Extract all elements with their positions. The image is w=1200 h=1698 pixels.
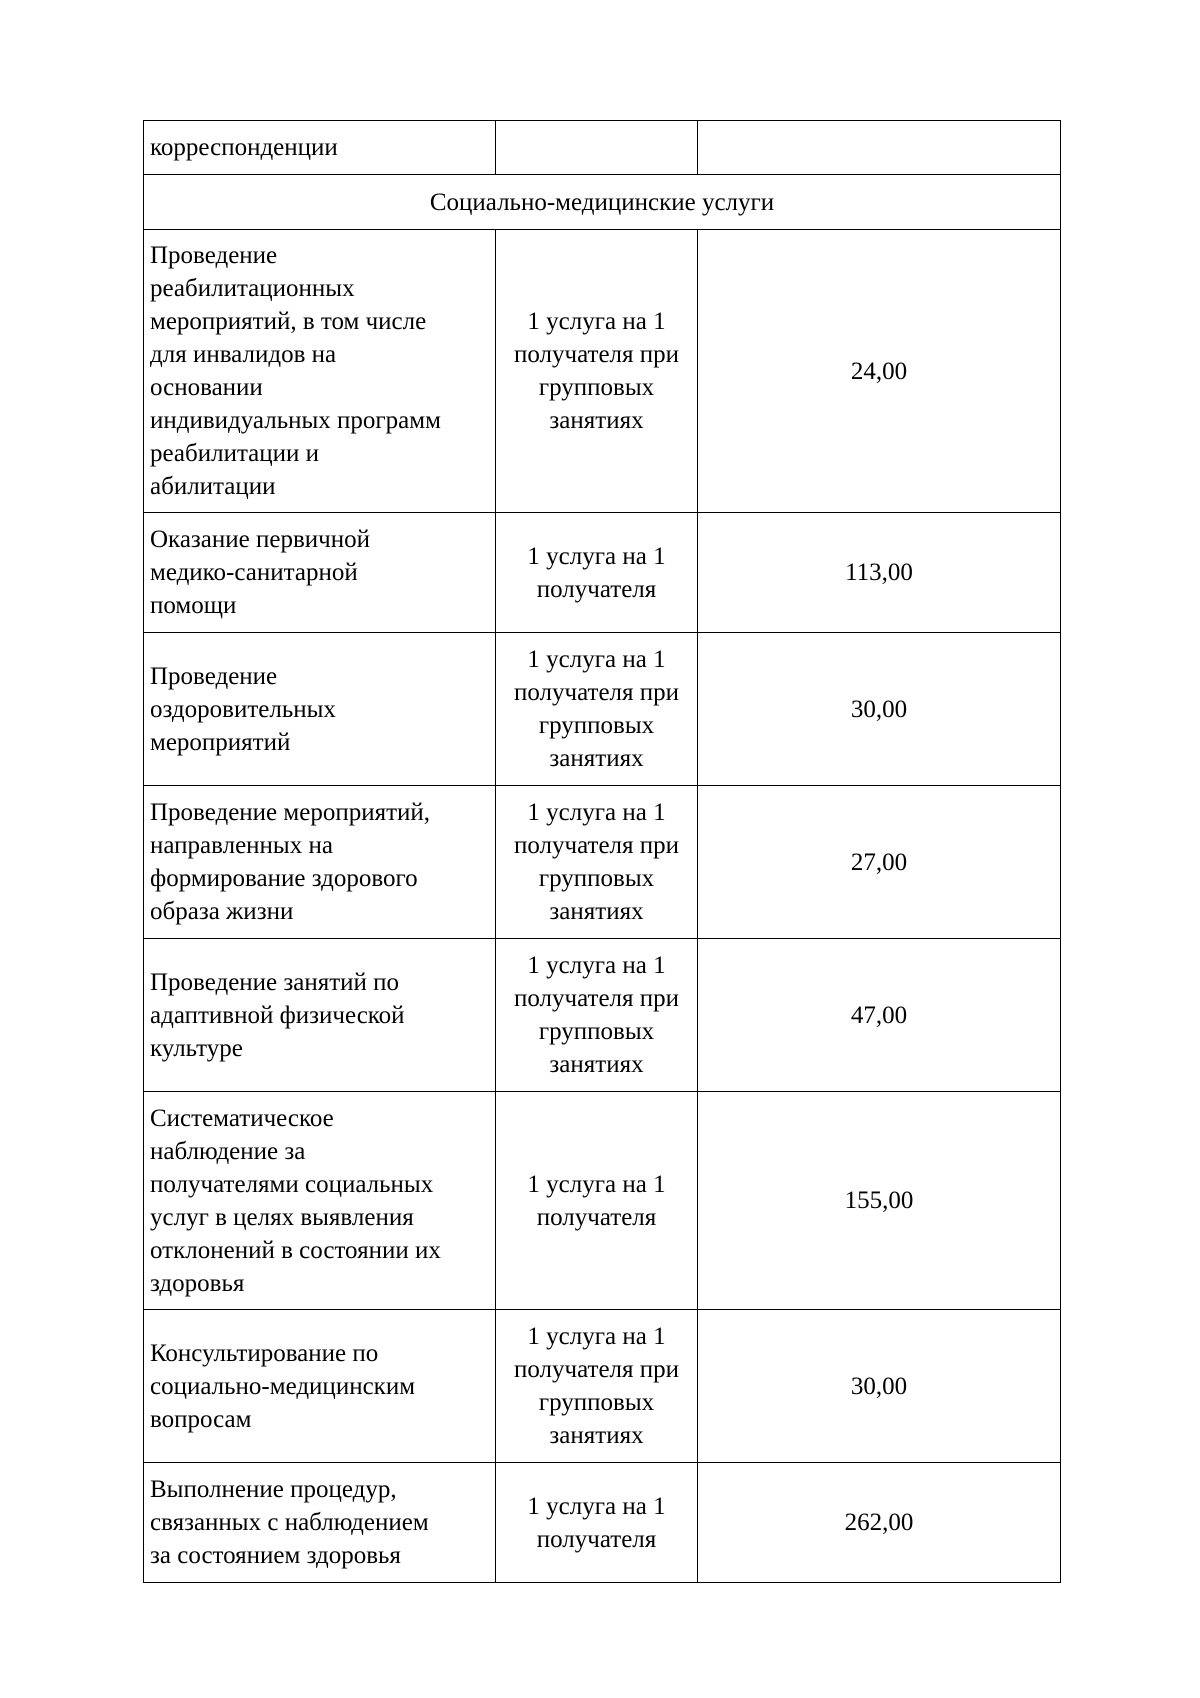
table-row	[144, 513, 1061, 633]
table-row	[144, 633, 1061, 786]
service-unit-cell: 1 услуга на 1 получателя при групповых занятиях	[496, 230, 698, 513]
service-name-cell: Проведение оздоровительных мероприятий	[144, 633, 496, 786]
service-name-cell: Систематическое наблюдение за получателями социальных услуг в целях выявления отклонений в состоянии их здоровья	[144, 1092, 496, 1310]
table-row	[144, 1092, 1061, 1310]
table-row	[144, 1310, 1061, 1463]
service-price-cell: 47,00	[698, 939, 1061, 1092]
service-unit-cell: 1 услуга на 1 получателя	[496, 1463, 698, 1583]
service-name-cell: Консультирование по социально-медицинским вопросам	[144, 1310, 496, 1463]
service-price-cell: 27,00	[698, 786, 1061, 939]
service-unit-cell: 1 услуга на 1 получателя при групповых занятиях	[496, 633, 698, 786]
service-price-cell: 155,00	[698, 1092, 1061, 1310]
service-unit-cell: 1 услуга на 1 получателя	[496, 513, 698, 633]
table-row-carryover	[144, 121, 1061, 175]
service-price-cell: 30,00	[698, 633, 1061, 786]
service-unit-cell: 1 услуга на 1 получателя при групповых занятиях	[496, 786, 698, 939]
table-row	[144, 786, 1061, 939]
service-name-cell: Выполнение процедур, связанных с наблюдением за состоянием здоровья	[144, 1463, 496, 1583]
service-name-cell: Проведение реабилитационных мероприятий, в том числе для инвалидов на основании индивидуальных программ реабилитации и абилитации	[144, 230, 496, 513]
service-name-cell: Проведение занятий по адаптивной физической культуре	[144, 939, 496, 1092]
section-title: Социально-медицинские услуги	[144, 175, 1061, 230]
tariff-table	[143, 120, 1061, 1583]
service-name-cell: корреспонденции	[144, 121, 496, 175]
service-price-cell: 30,00	[698, 1310, 1061, 1463]
service-unit-cell: 1 услуга на 1 получателя	[496, 1092, 698, 1310]
table-row	[144, 1463, 1061, 1583]
service-name-cell: Оказание первичной медико-санитарной помощи	[144, 513, 496, 633]
service-unit-cell	[496, 121, 698, 175]
service-price-cell: 262,00	[698, 1463, 1061, 1583]
service-price-cell: 24,00	[698, 230, 1061, 513]
section-header-row	[144, 175, 1061, 230]
service-unit-cell: 1 услуга на 1 получателя при групповых занятиях	[496, 1310, 698, 1463]
table-row	[144, 939, 1061, 1092]
service-price-cell: 113,00	[698, 513, 1061, 633]
service-name-cell: Проведение мероприятий, направленных на формирование здорового образа жизни	[144, 786, 496, 939]
service-unit-cell: 1 услуга на 1 получателя при групповых занятиях	[496, 939, 698, 1092]
service-price-cell	[698, 121, 1061, 175]
table-row	[144, 230, 1061, 513]
